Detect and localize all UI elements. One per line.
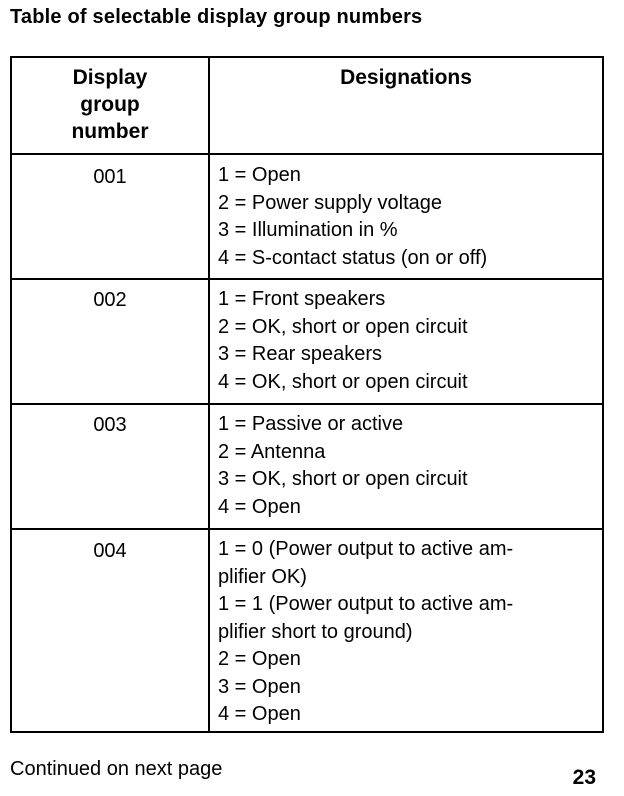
designation-line: 4 = OK, short or open circuit xyxy=(218,370,468,393)
page-number: 23 xyxy=(572,766,596,789)
group-number-001: 001 xyxy=(93,166,127,188)
designation-line: 3 = Rear speakers xyxy=(218,343,382,365)
designation-list xyxy=(218,411,594,521)
page-title: Table of selectable display group numbers xyxy=(10,6,423,28)
designation-line: 1 = Open xyxy=(218,164,301,186)
designation-list xyxy=(218,162,594,272)
header-designations: Designations xyxy=(340,66,472,89)
group-number-002: 002 xyxy=(93,289,127,311)
row-divider xyxy=(12,528,602,530)
row-divider xyxy=(12,403,602,405)
designation-line: 3 = Illumination in % xyxy=(218,219,398,241)
designation-line: plifier OK) xyxy=(218,565,307,588)
designation-line: 2 = Open xyxy=(218,648,301,670)
group-number-004: 004 xyxy=(93,540,127,562)
designation-line: 1 = 0 (Power output to active am- xyxy=(218,538,514,560)
designation-line: 1 = Front speakers xyxy=(218,288,386,310)
column-divider xyxy=(208,58,210,731)
designation-line: 1 = 1 (Power output to active am- xyxy=(218,593,514,615)
designation-line: 4 = S-contact status (on or off) xyxy=(218,246,488,269)
designation-line: 2 = OK, short or open circuit xyxy=(218,315,468,338)
designation-line: 1 = Passive or active xyxy=(218,413,404,435)
designation-line: 4 = Open xyxy=(218,495,301,518)
designation-line: plifier short to ground) xyxy=(218,620,413,643)
header-display-group-number: Display group number xyxy=(71,66,149,143)
designation-list xyxy=(218,286,594,396)
group-number-003: 003 xyxy=(93,414,127,436)
designation-line: 2 = Power supply voltage xyxy=(218,191,443,214)
display-group-table xyxy=(10,56,604,733)
designation-list xyxy=(218,536,594,729)
continued-note: Continued on next page xyxy=(10,758,223,780)
designation-line: 3 = Open xyxy=(218,675,301,698)
row-divider xyxy=(12,278,602,280)
designation-line: 4 = Open xyxy=(218,703,301,725)
designation-line: 3 = OK, short or open circuit xyxy=(218,468,468,490)
designation-line: 2 = Antenna xyxy=(218,440,326,463)
row-divider xyxy=(12,153,602,155)
